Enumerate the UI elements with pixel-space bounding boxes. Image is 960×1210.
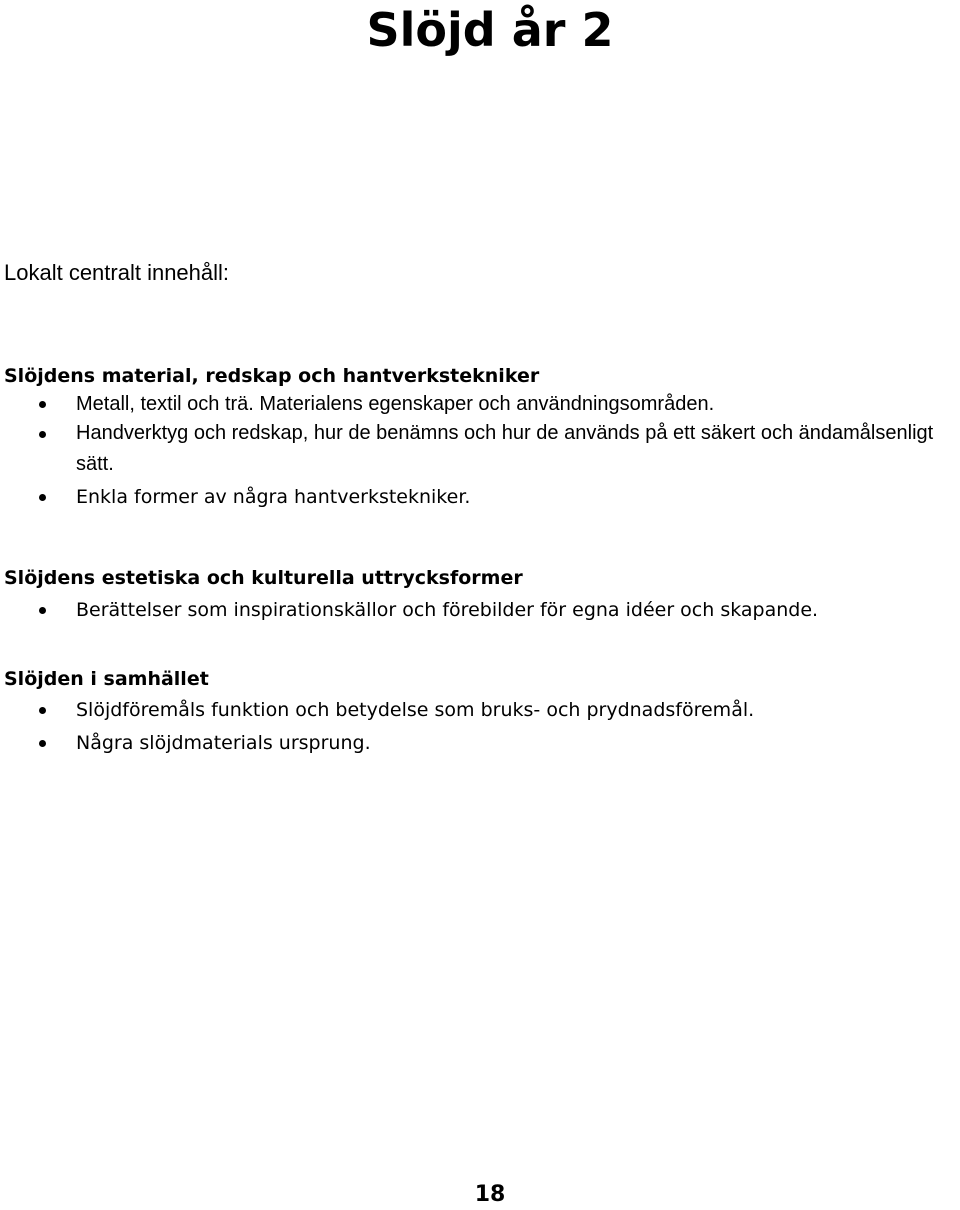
section-heading: Slöjdens material, redskap och hantverkstekniker [4,365,540,387]
list-item-text: Metall, textil och trä. Materialens egenskaper och användningsområden. [76,393,715,415]
list-item-text: Slöjdföremåls funktion och betydelse som bruks- och prydnadsföremål. [76,699,755,721]
list-item-text: Några slöjdmaterials ursprung. [76,732,371,754]
section-aesthetics [4,564,960,628]
list-item [4,480,960,514]
list-item [4,592,960,628]
bullet-icon [39,607,46,614]
section-society [4,665,960,759]
list-item [4,727,960,759]
bullet-icon [39,740,46,747]
list-item [4,390,960,418]
bullet-icon [39,707,46,714]
list-item-text: Enkla former av några hantverkstekniker. [76,486,471,508]
list-item-text: Handverktyg och redskap, hur de benämns och hur de används på ett säkert och ändamålsenligt sätt. [76,422,934,475]
bullet-list [4,390,960,514]
bullet-list [4,693,960,759]
page-number: 18 [474,1182,506,1207]
section-heading: Slöjdens estetiska och kulturella uttrycksformer [4,567,523,589]
section-heading: Slöjden i samhället [4,668,209,690]
bullet-icon [39,431,46,438]
bullet-list [4,592,960,628]
list-item [4,418,960,480]
bullet-icon [39,494,46,501]
intro-text: Lokalt centralt innehåll: [4,260,230,285]
list-item-text: Berättelser som inspirationskällor och förebilder för egna idéer och skapande. [76,599,819,621]
list-item [4,693,960,727]
page-title: Slöjd år 2 [366,3,614,57]
bullet-icon [39,401,46,408]
section-material [4,362,960,514]
